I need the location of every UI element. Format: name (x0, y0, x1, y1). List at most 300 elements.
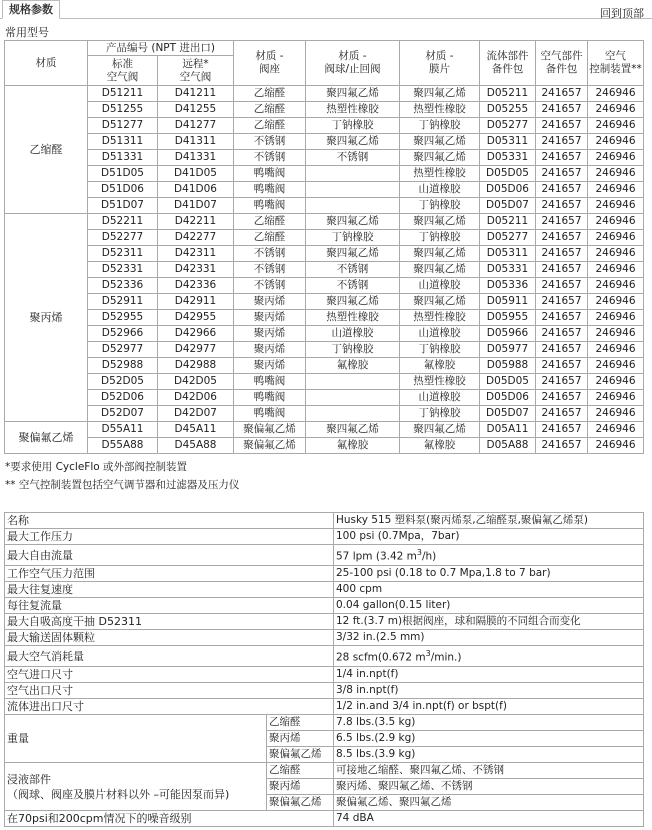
fluid-kit-cell: D05D07 (480, 406, 536, 422)
spec-label: 最大自吸高度干抽 D52311 (5, 614, 334, 630)
ball-cell: 聚四氟乙烯 (306, 86, 400, 102)
weight-row (5, 715, 644, 731)
air-kit-cell: 241657 (536, 278, 588, 294)
spec-value (334, 545, 644, 566)
air-control-cell: 246946 (588, 102, 644, 118)
ball-cell: 不锈钢 (306, 278, 400, 294)
ball-cell: 聚四氟乙烯 (306, 422, 400, 438)
table-row (5, 294, 644, 310)
diaphragm-cell: 聚四氟乙烯 (400, 86, 480, 102)
ball-cell: 不锈钢 (306, 262, 400, 278)
spec-value-text: 12 ft.(3.7 m)根据阀座，球和隔膜的不同组合而变化 (336, 615, 581, 627)
spec-label: 工作空气压力范围 (5, 566, 334, 582)
table-row (5, 406, 644, 422)
spec-value-text: 28 scfm(0.672 m (336, 651, 426, 664)
diaphragm-cell: 聚四氟乙烯 (400, 134, 480, 150)
standard-code-cell: D55A11 (88, 422, 158, 438)
ball-cell: 热塑性橡胶 (306, 102, 400, 118)
air-kit-cell: 241657 (536, 342, 588, 358)
air-kit-cell: 241657 (536, 262, 588, 278)
spec-row (5, 545, 644, 566)
seat-cell: 不锈钢 (234, 246, 306, 262)
air-kit-cell: 241657 (536, 182, 588, 198)
ball-cell (306, 406, 400, 422)
standard-code-cell: D52311 (88, 246, 158, 262)
section-label: 常用型号 (5, 26, 49, 39)
diaphragm-cell: 聚四氟乙烯 (400, 246, 480, 262)
fluid-kit-cell: D05331 (480, 150, 536, 166)
table-row (5, 422, 644, 438)
seat-cell: 不锈钢 (234, 278, 306, 294)
table-row (5, 198, 644, 214)
table-row (5, 166, 644, 182)
air-control-cell: 246946 (588, 390, 644, 406)
standard-code-cell: D52966 (88, 326, 158, 342)
spec-value-tail: /min.) (430, 651, 462, 664)
spec-label: 在70psi和200cpm情况下的噪音级别 (5, 811, 334, 827)
air-control-cell: 246946 (588, 326, 644, 342)
air-control-cell: 246946 (588, 230, 644, 246)
ball-cell (306, 198, 400, 214)
spec-value-text: 74 dBA (336, 812, 374, 824)
diaphragm-cell: 丁钠橡胶 (400, 118, 480, 134)
wetted-label (5, 763, 267, 811)
ball-cell: 聚四氟乙烯 (306, 294, 400, 310)
standard-code-cell: D51D07 (88, 198, 158, 214)
remote-code-cell: D42955 (158, 310, 234, 326)
fluid-kit-cell: D05277 (480, 118, 536, 134)
footnote-air-control: ** 空气控制装置包括空气调节器和过滤器及压力仪 (5, 479, 240, 491)
ball-cell: 丁钠橡胶 (306, 230, 400, 246)
ball-cell (306, 166, 400, 182)
air-control-cell: 246946 (588, 358, 644, 374)
ball-cell: 聚四氟乙烯 (306, 246, 400, 262)
spec-label: 每往复流量 (5, 598, 334, 614)
spec-value-text: 25-100 psi (0.18 to 0.7 Mpa,1.8 to 7 bar) (336, 567, 551, 579)
seat-cell: 鸭嘴阀 (234, 390, 306, 406)
spec-row (5, 598, 644, 614)
standard-code-cell: D52911 (88, 294, 158, 310)
diaphragm-cell: 聚四氟乙烯 (400, 262, 480, 278)
spec-row (5, 811, 644, 827)
spec-superscript: 3 (425, 649, 431, 659)
seat-cell: 乙缩醛 (234, 214, 306, 230)
standard-code-cell: D52977 (88, 342, 158, 358)
remote-code-cell: D42966 (158, 326, 234, 342)
air-control-cell: 246946 (588, 406, 644, 422)
seat-cell: 聚偏氟乙烯 (234, 438, 306, 454)
spec-row (5, 699, 644, 715)
seat-cell: 乙缩醛 (234, 102, 306, 118)
air-kit-cell: 241657 (536, 422, 588, 438)
ball-cell: 氟橡胶 (306, 358, 400, 374)
seat-cell: 乙缩醛 (234, 118, 306, 134)
fluid-kit-cell: D05988 (480, 358, 536, 374)
fluid-kit-cell: D05A88 (480, 438, 536, 454)
remote-code-cell: D41D05 (158, 166, 234, 182)
weight-material: 乙缩醛 (267, 715, 334, 731)
table-row (5, 262, 644, 278)
weight-value: 7.8 lbs.(3.5 kg) (334, 715, 644, 731)
table-row (5, 438, 644, 454)
diaphragm-cell: 山道橡胶 (400, 326, 480, 342)
table-row (5, 358, 644, 374)
wetted-material: 聚偏氟乙烯 (267, 795, 334, 811)
seat-cell: 聚丙烯 (234, 342, 306, 358)
ball-cell (306, 374, 400, 390)
diaphragm-cell: 山道橡胶 (400, 390, 480, 406)
header-air-control: 空气 控制装置** (588, 41, 644, 86)
spec-value-text: 100 psi (0.7Mpa，7bar) (336, 530, 460, 542)
remote-code-cell: D41331 (158, 150, 234, 166)
air-kit-cell: 241657 (536, 374, 588, 390)
air-kit-cell: 241657 (536, 326, 588, 342)
seat-cell: 鸭嘴阀 (234, 198, 306, 214)
diaphragm-cell: 丁钠橡胶 (400, 198, 480, 214)
fluid-kit-cell: D05255 (480, 102, 536, 118)
standard-code-cell: D52955 (88, 310, 158, 326)
air-kit-cell: 241657 (536, 86, 588, 102)
spec-value (334, 566, 644, 582)
air-kit-cell: 241657 (536, 358, 588, 374)
diaphragm-cell: 丁钠橡胶 (400, 230, 480, 246)
fluid-kit-cell: D05966 (480, 326, 536, 342)
spec-value-tail: /h) (421, 550, 437, 563)
models-table (4, 40, 644, 454)
fluid-kit-cell: D05211 (480, 214, 536, 230)
spec-value-text: 0.04 gallon(0.15 liter) (336, 599, 451, 611)
seat-cell: 鸭嘴阀 (234, 182, 306, 198)
diaphragm-cell: 聚四氟乙烯 (400, 150, 480, 166)
table-row (5, 214, 644, 230)
weight-material: 聚丙烯 (267, 731, 334, 747)
air-kit-cell: 241657 (536, 198, 588, 214)
wetted-value: 聚偏氟乙烯、聚四氟乙烯 (334, 795, 644, 811)
remote-code-cell: D45A11 (158, 422, 234, 438)
remote-code-cell: D45A88 (158, 438, 234, 454)
seat-cell: 不锈钢 (234, 134, 306, 150)
header-air-kit: 空气部件 备件包 (536, 41, 588, 86)
specs-table (4, 512, 644, 827)
remote-code-cell: D41D06 (158, 182, 234, 198)
fluid-kit-cell: D05331 (480, 262, 536, 278)
diaphragm-cell: 丁钠橡胶 (400, 342, 480, 358)
diaphragm-cell: 氟橡胶 (400, 358, 480, 374)
weight-material: 聚偏氟乙烯 (267, 747, 334, 763)
spec-label: 最大往复速度 (5, 582, 334, 598)
spec-label: 最大输送固体颗粒 (5, 630, 334, 646)
air-control-cell: 246946 (588, 86, 644, 102)
air-control-cell: 246946 (588, 438, 644, 454)
air-kit-cell: 241657 (536, 102, 588, 118)
fluid-kit-cell: D05277 (480, 230, 536, 246)
tab-specs[interactable]: 规格参数 (2, 0, 60, 19)
spec-row (5, 529, 644, 545)
standard-code-cell: D52331 (88, 262, 158, 278)
material-group-cell: 乙缩醛 (5, 86, 88, 214)
wetted-row (5, 763, 644, 779)
diaphragm-cell: 热塑性橡胶 (400, 310, 480, 326)
footnote-remote: *要求使用 CycleFlo 或外部阀控制装置 (5, 461, 188, 473)
spec-value-text: 1/4 in.npt(f) (336, 668, 399, 680)
table-row (5, 86, 644, 102)
spec-row (5, 630, 644, 646)
spec-row (5, 614, 644, 630)
air-control-cell: 246946 (588, 342, 644, 358)
table-row (5, 278, 644, 294)
remote-code-cell: D42977 (158, 342, 234, 358)
header-seat: 材质 - 阀座 (234, 41, 306, 86)
diaphragm-cell: 聚四氟乙烯 (400, 214, 480, 230)
fluid-kit-cell: D05D06 (480, 390, 536, 406)
spec-row (5, 582, 644, 598)
air-control-cell: 246946 (588, 262, 644, 278)
remote-code-cell: D42D07 (158, 406, 234, 422)
standard-code-cell: D52277 (88, 230, 158, 246)
standard-code-cell: D52211 (88, 214, 158, 230)
spec-label: 名称 (5, 513, 334, 529)
air-control-cell: 246946 (588, 294, 644, 310)
fluid-kit-cell: D05977 (480, 342, 536, 358)
table-row (5, 246, 644, 262)
fluid-kit-cell: D05311 (480, 246, 536, 262)
material-group-cell: 聚丙烯 (5, 214, 88, 422)
spec-label: 最大自由流量 (5, 545, 334, 566)
spec-value-text: 1/2 in.and 3/4 in.npt(f) or bspt(f) (336, 700, 507, 712)
material-group-cell: 聚偏氟乙烯 (5, 422, 88, 454)
air-control-cell: 246946 (588, 182, 644, 198)
remote-code-cell: D41255 (158, 102, 234, 118)
air-control-cell: 246946 (588, 278, 644, 294)
standard-code-cell: D51211 (88, 86, 158, 102)
spec-row (5, 646, 644, 667)
seat-cell: 不锈钢 (234, 262, 306, 278)
standard-code-cell: D52D06 (88, 390, 158, 406)
table-row (5, 102, 644, 118)
fluid-kit-cell: D05A11 (480, 422, 536, 438)
spec-value (334, 683, 644, 699)
standard-code-cell: D51311 (88, 134, 158, 150)
header-fluid-kit: 流体部件 备件包 (480, 41, 536, 86)
remote-code-cell: D41D07 (158, 198, 234, 214)
seat-cell: 聚丙烯 (234, 326, 306, 342)
air-kit-cell: 241657 (536, 214, 588, 230)
ball-cell: 热塑性橡胶 (306, 310, 400, 326)
remote-code-cell: D41211 (158, 86, 234, 102)
spec-value-text: 3/8 in.npt(f) (336, 684, 399, 696)
spec-value (334, 630, 644, 646)
diaphragm-cell: 热塑性橡胶 (400, 374, 480, 390)
seat-cell: 鸭嘴阀 (234, 166, 306, 182)
ball-cell: 丁钠橡胶 (306, 118, 400, 134)
wetted-label-line1: 浸液部件 (7, 772, 51, 786)
air-kit-cell: 241657 (536, 406, 588, 422)
seat-cell: 聚丙烯 (234, 294, 306, 310)
table-row (5, 134, 644, 150)
seat-cell: 乙缩醛 (234, 230, 306, 246)
spec-value (334, 513, 644, 529)
spec-value (334, 699, 644, 715)
remote-code-cell: D42D06 (158, 390, 234, 406)
spec-row (5, 683, 644, 699)
table-row (5, 390, 644, 406)
air-kit-cell: 241657 (536, 118, 588, 134)
air-control-cell: 246946 (588, 374, 644, 390)
seat-cell: 乙缩醛 (234, 86, 306, 102)
diaphragm-cell: 山道橡胶 (400, 182, 480, 198)
fluid-kit-cell: D05D06 (480, 182, 536, 198)
spec-label: 流体进出口尺寸 (5, 699, 334, 715)
ball-cell: 聚四氟乙烯 (306, 134, 400, 150)
ball-cell: 氟橡胶 (306, 438, 400, 454)
wetted-value: 可接地乙缩醛、聚四氟乙烯、不锈钢 (334, 763, 644, 779)
ball-cell: 聚四氟乙烯 (306, 214, 400, 230)
seat-cell: 不锈钢 (234, 150, 306, 166)
spec-superscript: 3 (416, 548, 422, 558)
standard-code-cell: D55A88 (88, 438, 158, 454)
spec-value (334, 667, 644, 683)
air-kit-cell: 241657 (536, 230, 588, 246)
remote-code-cell: D41311 (158, 134, 234, 150)
air-control-cell: 246946 (588, 134, 644, 150)
ball-cell (306, 390, 400, 406)
diaphragm-cell: 聚四氟乙烯 (400, 422, 480, 438)
table-row (5, 118, 644, 134)
spec-label: 最大空气消耗量 (5, 646, 334, 667)
air-control-cell: 246946 (588, 150, 644, 166)
spec-value-text: Husky 515 塑料泵(聚丙烯泵,乙缩醛泵,聚偏氟乙烯泵) (336, 514, 589, 526)
wetted-value: 聚丙烯、聚四氟乙烯、不锈钢 (334, 779, 644, 795)
air-kit-cell: 241657 (536, 390, 588, 406)
spec-value-text: 400 cpm (336, 583, 383, 595)
header-remote-valve: 远程* 空气阀 (158, 56, 234, 86)
remote-code-cell: D42277 (158, 230, 234, 246)
air-kit-cell: 241657 (536, 438, 588, 454)
ball-cell: 不锈钢 (306, 150, 400, 166)
standard-code-cell: D51D06 (88, 182, 158, 198)
air-kit-cell: 241657 (536, 294, 588, 310)
remote-code-cell: D42D05 (158, 374, 234, 390)
weight-value: 6.5 lbs.(2.9 kg) (334, 731, 644, 747)
remote-code-cell: D42911 (158, 294, 234, 310)
wetted-label-line2: （阀球、阀座及膜片材料以外 –可能因泵而异) (7, 787, 230, 801)
wetted-material: 乙缩醛 (267, 763, 334, 779)
diaphragm-cell: 山道橡胶 (400, 278, 480, 294)
spec-row (5, 513, 644, 529)
standard-code-cell: D51255 (88, 102, 158, 118)
ball-cell (306, 182, 400, 198)
air-kit-cell: 241657 (536, 166, 588, 182)
seat-cell: 聚丙烯 (234, 310, 306, 326)
fluid-kit-cell: D05D05 (480, 166, 536, 182)
remote-code-cell: D42311 (158, 246, 234, 262)
table-row (5, 230, 644, 246)
air-kit-cell: 241657 (536, 246, 588, 262)
seat-cell: 鸭嘴阀 (234, 374, 306, 390)
spec-label: 空气出口尺寸 (5, 683, 334, 699)
fluid-kit-cell: D05D07 (480, 198, 536, 214)
air-control-cell: 246946 (588, 310, 644, 326)
fluid-kit-cell: D05955 (480, 310, 536, 326)
seat-cell: 聚丙烯 (234, 358, 306, 374)
spec-row (5, 667, 644, 683)
standard-code-cell: D51D05 (88, 166, 158, 182)
back-to-top-link[interactable]: 回到顶部 (600, 7, 644, 20)
diaphragm-cell: 热塑性橡胶 (400, 166, 480, 182)
standard-code-cell: D51331 (88, 150, 158, 166)
spec-label: 空气进口尺寸 (5, 667, 334, 683)
fluid-kit-cell: D05211 (480, 86, 536, 102)
spec-row (5, 566, 644, 582)
table-row (5, 374, 644, 390)
ball-cell: 丁钠橡胶 (306, 342, 400, 358)
table-row (5, 342, 644, 358)
remote-code-cell: D42988 (158, 358, 234, 374)
diaphragm-cell: 聚四氟乙烯 (400, 294, 480, 310)
air-kit-cell: 241657 (536, 134, 588, 150)
table-row (5, 150, 644, 166)
remote-code-cell: D42336 (158, 278, 234, 294)
remote-code-cell: D42331 (158, 262, 234, 278)
header-product-code: 产品编号 (NPT 进出口) (88, 41, 234, 56)
fluid-kit-cell: D05336 (480, 278, 536, 294)
seat-cell: 聚偏氟乙烯 (234, 422, 306, 438)
spec-value (334, 582, 644, 598)
fluid-kit-cell: D05911 (480, 294, 536, 310)
standard-code-cell: D52988 (88, 358, 158, 374)
standard-code-cell: D52336 (88, 278, 158, 294)
header-diaphragm: 材质 - 膜片 (400, 41, 480, 86)
air-control-cell: 246946 (588, 422, 644, 438)
spec-value (334, 614, 644, 630)
header-material: 材质 (5, 41, 88, 86)
standard-code-cell: D52D05 (88, 374, 158, 390)
air-kit-cell: 241657 (536, 150, 588, 166)
header-ball: 材质 - 阀球/止回阀 (306, 41, 400, 86)
table-row (5, 182, 644, 198)
spec-value (334, 529, 644, 545)
air-control-cell: 246946 (588, 214, 644, 230)
diaphragm-cell: 热塑性橡胶 (400, 102, 480, 118)
header-standard-valve: 标准 空气阀 (88, 56, 158, 86)
spec-label: 最大工作压力 (5, 529, 334, 545)
diaphragm-cell: 氟橡胶 (400, 438, 480, 454)
weight-value: 8.5 lbs.(3.9 kg) (334, 747, 644, 763)
spec-value-text: 3/32 in.(2.5 mm) (336, 631, 425, 643)
remote-code-cell: D41277 (158, 118, 234, 134)
remote-code-cell: D42211 (158, 214, 234, 230)
air-control-cell: 246946 (588, 166, 644, 182)
table-row (5, 310, 644, 326)
standard-code-cell: D52D07 (88, 406, 158, 422)
spec-value-text: 57 lpm (3.42 m (336, 550, 417, 563)
spec-value (334, 811, 644, 827)
air-kit-cell: 241657 (536, 310, 588, 326)
weight-label: 重量 (5, 715, 267, 763)
spec-value (334, 598, 644, 614)
tab-bar (0, 0, 652, 19)
seat-cell: 鸭嘴阀 (234, 406, 306, 422)
diaphragm-cell: 丁钠橡胶 (400, 406, 480, 422)
ball-cell: 山道橡胶 (306, 326, 400, 342)
standard-code-cell: D51277 (88, 118, 158, 134)
wetted-material: 聚丙烯 (267, 779, 334, 795)
air-control-cell: 246946 (588, 246, 644, 262)
air-control-cell: 246946 (588, 118, 644, 134)
fluid-kit-cell: D05D05 (480, 374, 536, 390)
air-control-cell: 246946 (588, 198, 644, 214)
table-row (5, 326, 644, 342)
